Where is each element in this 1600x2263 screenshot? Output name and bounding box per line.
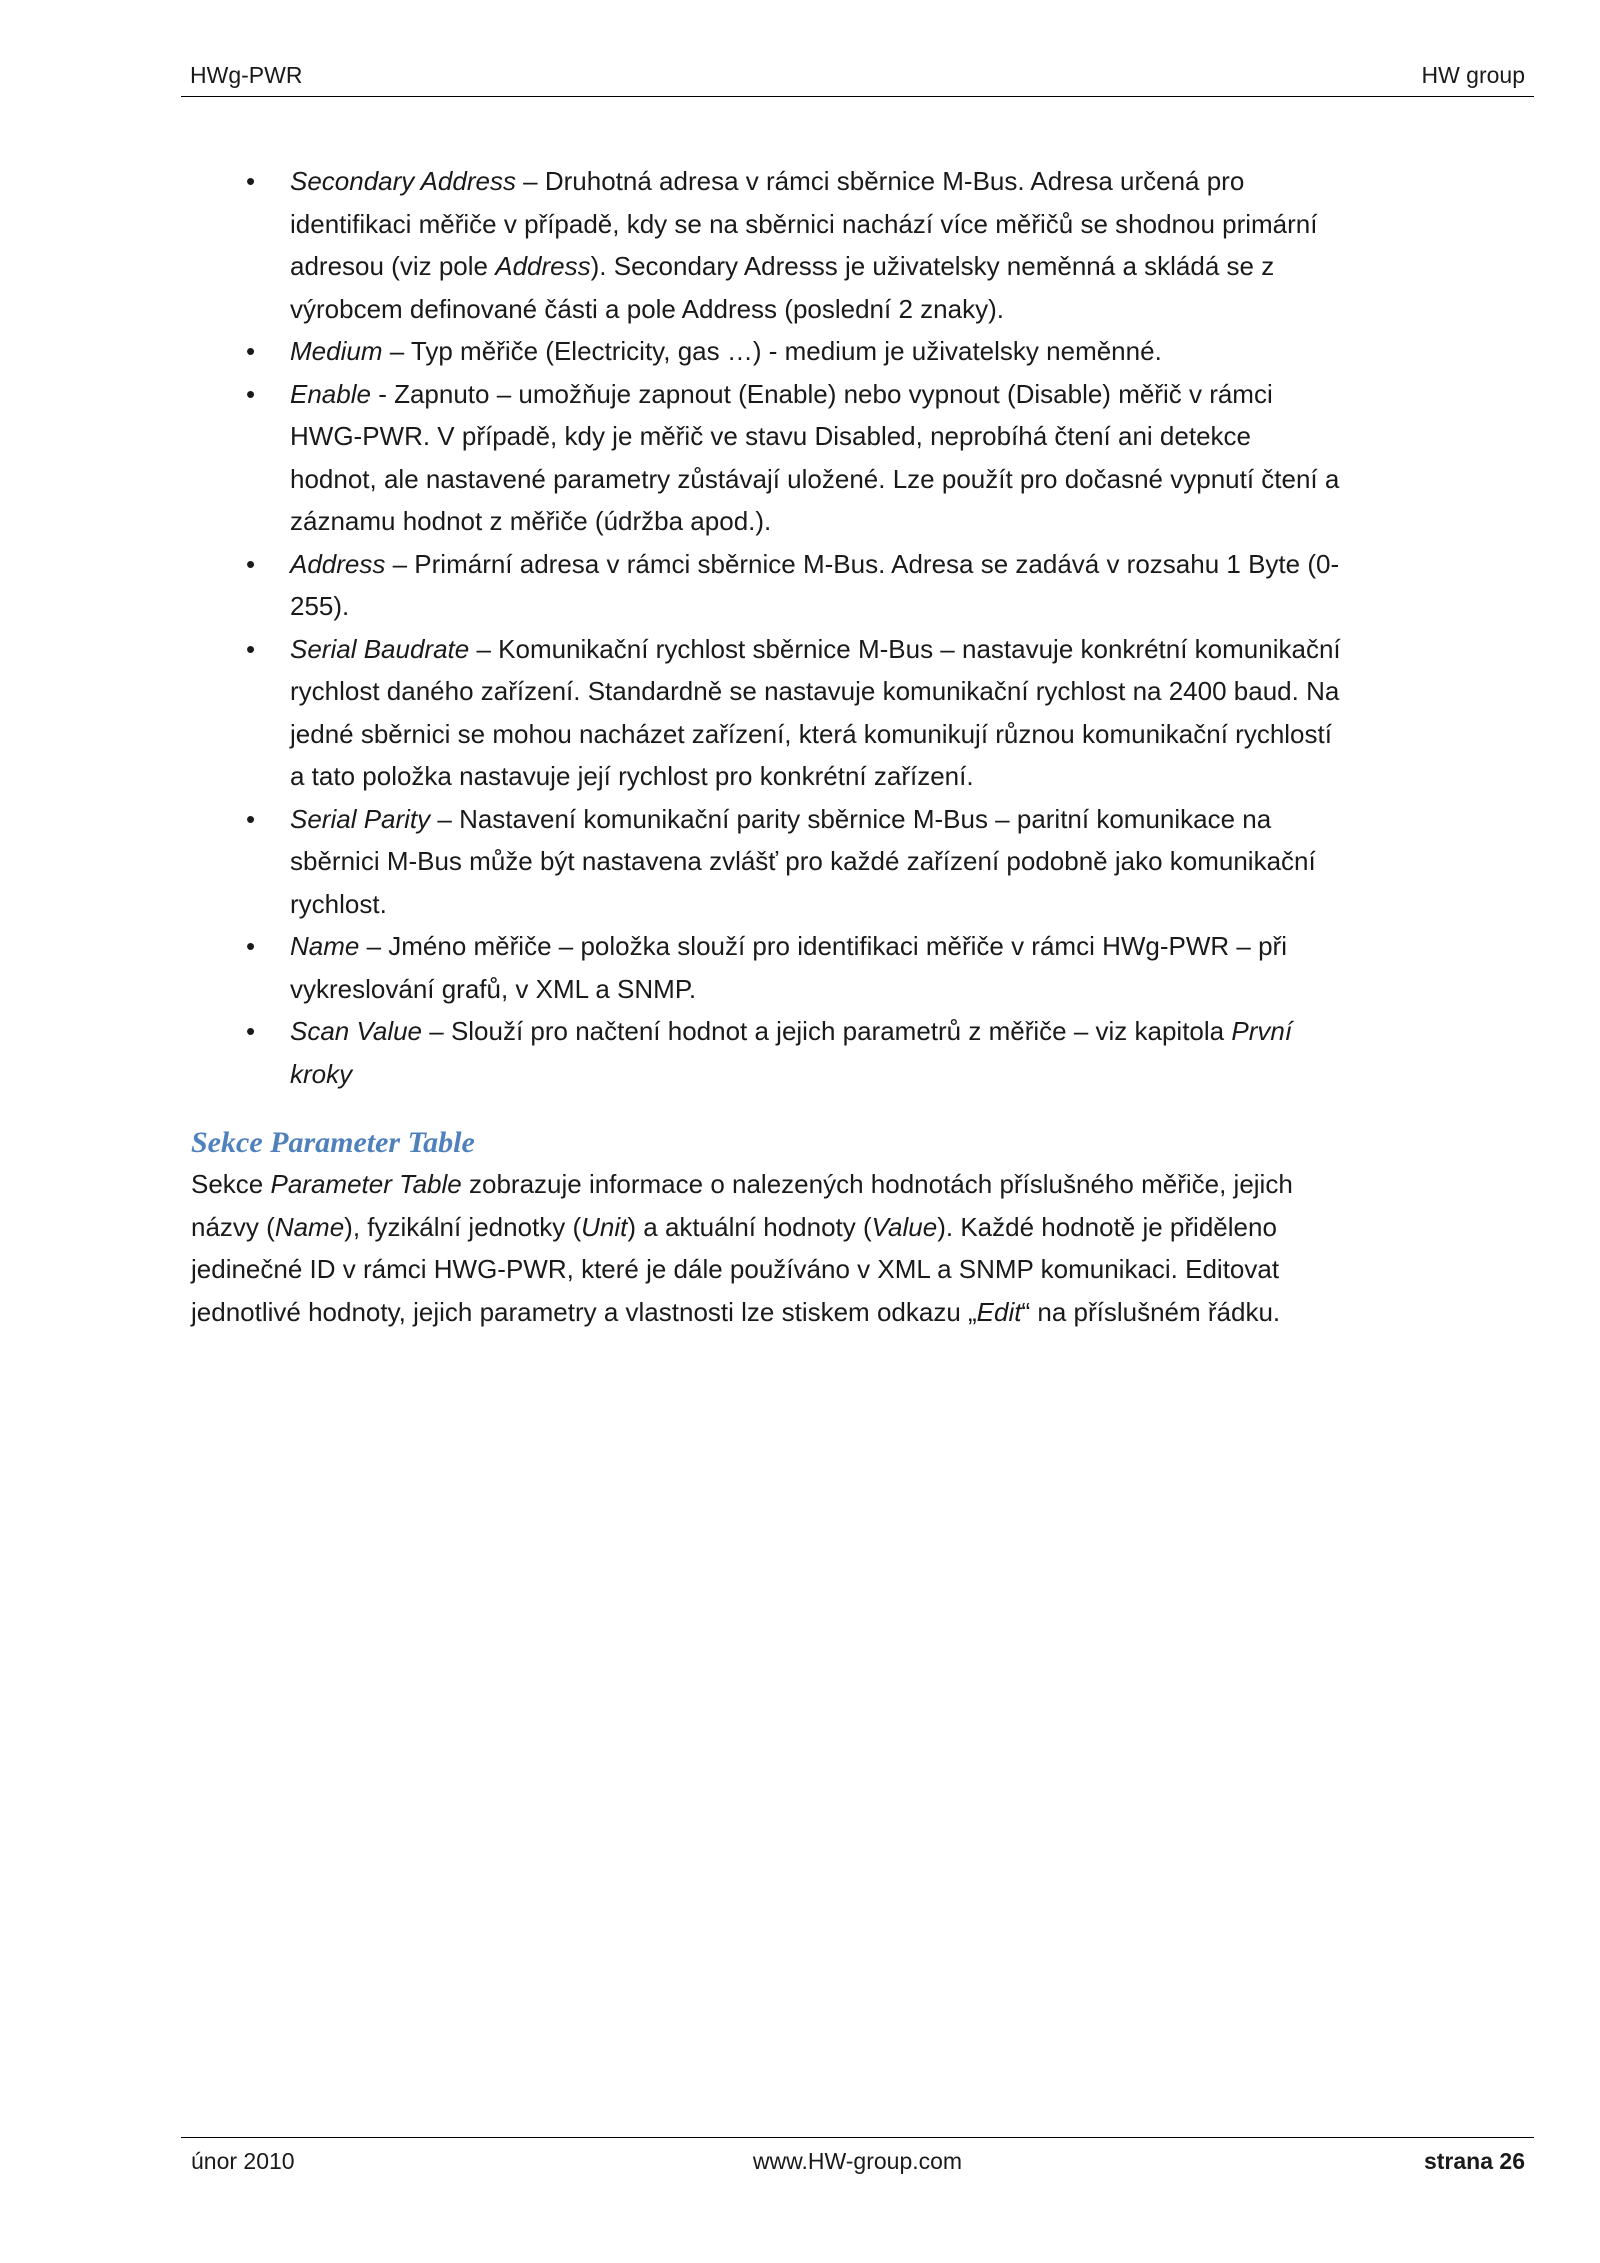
- list-item: [191, 628, 1341, 798]
- bullet-icon: •: [246, 931, 256, 961]
- item-term: Serial Parity: [290, 803, 431, 834]
- para-term: Name: [274, 1211, 345, 1242]
- list-item: [191, 925, 1341, 1010]
- list-item: [191, 160, 1341, 330]
- header-company: HW group: [1421, 62, 1525, 88]
- list-item: [191, 373, 1341, 543]
- para-text: ), fyzikální jednotky (: [344, 1211, 582, 1242]
- para-term: Parameter Table: [270, 1169, 462, 1199]
- item-term: Name: [290, 931, 360, 961]
- bullet-icon: •: [246, 803, 256, 834]
- page-content: [191, 160, 1341, 1333]
- item-term: Secondary Address: [290, 166, 516, 196]
- bullet-icon: •: [246, 336, 256, 366]
- section-paragraph: [191, 1163, 1341, 1333]
- item-text: – Primární adresa v rámci sběrnice M-Bus. Adresa se zadává v rozsahu 1 Byte (0-255).: [290, 548, 1340, 621]
- list-item: [191, 330, 1341, 373]
- item-text: – Nastavení komunikační parity sběrnice M-Bus – paritní komunikace na sběrnici M-Bus může být nastavena zvlášť pro každé zařízení podobně jako komunikační rychlost.: [290, 803, 1316, 919]
- page-header: [181, 58, 1534, 97]
- item-term: Address: [290, 548, 386, 579]
- item-text: – Druhotná adresa v rámci sběrnice M-Bus. Adresa určená pro identifikaci měřiče v případě, kdy se na sběrnici nachází více měřičů se shodnou primární adresou (viz pole: [290, 166, 1318, 281]
- para-text: “ na příslušném řádku.: [1021, 1296, 1281, 1327]
- item-term: Enable: [290, 378, 371, 409]
- item-text: – Komunikační rychlost sběrnice M-Bus – nastavuje konkrétní komunikační rychlost daného zařízení. Standardně se nastavuje komunikační rychlost na 2400 baud. Na jedné sběrnici se mohou nacházet zařízení, která komunikují různou komunikační rychlostí a tato položka nastavuje její rychlost pro konkrétní zařízení.: [290, 633, 1341, 791]
- para-text: ). Každé hodnotě je přiděleno jedinečné ID v rámci HWG-PWR, které je dále používáno v XML a SNMP komunikaci. Editovat jednotlivé hodnoty, jejich parametry a vlastnosti lze stiskem odkazu „: [191, 1211, 1280, 1327]
- parameter-list: [191, 160, 1341, 1095]
- item-text: – Slouží pro načtení hodnot a jejich parametrů z měřiče – viz kapitola: [422, 1016, 1232, 1046]
- item-text-2: ). Secondary Adresss je uživatelsky neměnná a skládá se z výrobcem definované části a pole Address (poslední 2 znaky).: [290, 251, 1275, 324]
- item-text: – Jméno měřiče – položka slouží pro identifikaci měřiče v rámci HWg-PWR – při vykreslování grafů, v XML a SNMP.: [290, 931, 1287, 1004]
- section-heading: Sekce Parameter Table: [191, 1126, 475, 1159]
- header-product: HWg-PWR: [190, 62, 303, 88]
- para-text: zobrazuje informace o nalezených hodnotách příslušného měřiče, jejich názvy (: [191, 1169, 1293, 1242]
- bullet-icon: •: [246, 633, 256, 664]
- bullet-icon: •: [246, 548, 256, 579]
- footer-website: www.HW-group.com: [752, 2148, 963, 2174]
- footer-date: únor 2010: [191, 2148, 295, 2174]
- list-item: [191, 1010, 1341, 1095]
- bullet-icon: •: [246, 166, 256, 196]
- para-term: Edit: [976, 1296, 1022, 1327]
- bullet-icon: •: [246, 1016, 256, 1046]
- item-term: Medium: [290, 336, 383, 366]
- para-term: Value: [871, 1211, 938, 1242]
- para-term: Unit: [581, 1211, 628, 1242]
- item-term-2: Address: [495, 251, 591, 281]
- item-term: Serial Baudrate: [290, 633, 470, 664]
- bullet-icon: •: [246, 378, 256, 409]
- item-text: - Zapnuto – umožňuje zapnout (Enable) nebo vypnout (Disable) měřič v rámci HWG-PWR. V případě, kdy je měřič ve stavu Disabled, neprobíhá čtení ani detekce hodnot, ale nastavené parametry zůstávají uložené. Lze použít pro dočasné vypnutí čtení a záznamu hodnot z měřiče (údržba apod.).: [290, 378, 1340, 536]
- page-footer: [181, 2137, 1534, 2192]
- list-item: [191, 543, 1341, 628]
- item-text: – Typ měřiče (Electricity, gas …) - medium je uživatelsky neměnné.: [382, 336, 1162, 366]
- list-item: [191, 798, 1341, 926]
- para-text: Sekce: [191, 1169, 271, 1199]
- page-number: strana 26: [1423, 2148, 1525, 2174]
- item-term: Scan Value: [290, 1016, 423, 1046]
- para-text: ) a aktuální hodnoty (: [627, 1211, 872, 1242]
- item-reference: První kroky: [290, 1016, 1293, 1089]
